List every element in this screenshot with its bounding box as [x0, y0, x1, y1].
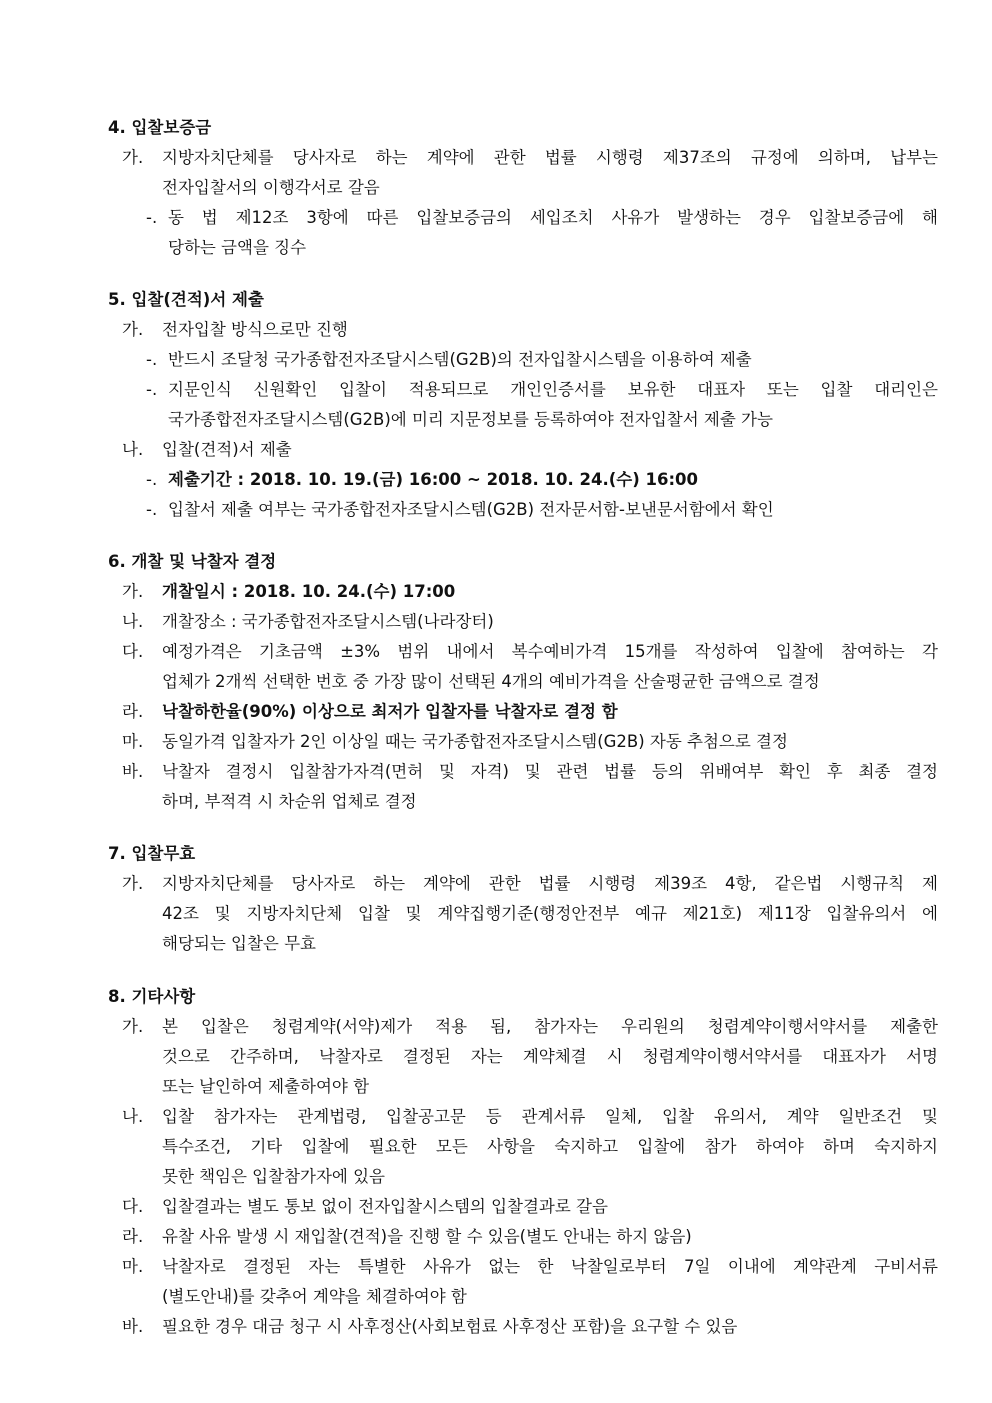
list-item-continuation: 것으로 간주하며, 낙찰자로 결정된 자는 계약체결 시 청렴계약이행서약서를 대표자가 서명: [162, 1047, 938, 1066]
list-item: 가. 전자입찰 방식으로만 진행: [122, 320, 348, 339]
list-item: 가. 지방자치단체를 당사자로 하는 계약에 관한 법률 시행령 제37조의 규정에 의하며, 납부는: [122, 148, 938, 167]
section-heading: 5. 입찰(견적)서 제출: [108, 290, 264, 309]
list-item-continuation: 국가종합전자조달시스템(G2B)에 미리 지문정보를 등록하여야 전자입찰서 제출 가능: [168, 410, 773, 429]
list-item-continuation: 업체가 2개씩 선택한 번호 중 가장 많이 선택된 4개의 예비가격을 산술평균한 금액으로 결정: [162, 672, 820, 691]
section-bid-invalid: [108, 839, 938, 959]
list-item: 라. 유찰 사유 발생 시 재입찰(견적)을 진행 할 수 있음(별도 안내는 하지 않음): [122, 1227, 692, 1246]
list-item-continuation: 전자입찰서의 이행각서로 갈음: [162, 178, 380, 197]
section-heading: 6. 개찰 및 낙찰자 결정: [108, 552, 277, 571]
list-item-continuation: 당하는 금액을 징수: [168, 238, 307, 257]
list-item-opening-date: 가. 개찰일시 : 2018. 10. 24.(수) 17:00: [122, 582, 456, 601]
section-heading: 8. 기타사항: [108, 987, 196, 1006]
list-item: -. 동 법 제12조 3항에 따른 입찰보증금의 세입조치 사유가 발생하는 경우 입찰보증금에 해: [146, 208, 938, 227]
section-bid-opening: [108, 547, 938, 817]
list-item-submission-period: -. 제출기간 : 2018. 10. 19.(금) 16:00 ~ 2018. 10. 24.(수) 16:00: [146, 470, 699, 489]
section-bid-submission: [108, 285, 938, 525]
list-item: 바. 필요한 경우 대금 청구 시 사후정산(사회보험료 사후정산 포함)을 요구할 수 있음: [122, 1317, 738, 1336]
list-item: 나. 입찰(견적)서 제출: [122, 440, 292, 459]
section-bid-deposit: [108, 113, 938, 263]
list-item-continuation: 42조 및 지방자치단체 입찰 및 계약집행기준(행정안전부 예규 제21호) 제11장 입찰유의서 에: [162, 904, 938, 923]
section-heading: 7. 입찰무효: [108, 844, 196, 863]
list-item: 바. 낙찰자 결정시 입찰참가자격(면허 및 자격) 및 관련 법률 등의 위배여부 확인 후 최종 결정: [122, 762, 938, 781]
list-item: -. 반드시 조달청 국가종합전자조달시스템(G2B)의 전자입찰시스템을 이용하여 제출: [146, 350, 752, 369]
list-item: 가. 지방자치단체를 당사자로 하는 계약에 관한 법률 시행령 제39조 4항, 같은법 시행규칙 제: [122, 874, 938, 893]
section-heading: 4. 입찰보증금: [108, 118, 212, 137]
list-item: 가. 본 입찰은 청렴계약(서약)제가 적용 됨, 참가자는 우리원의 청렴계약이행서약서를 제출한: [122, 1017, 938, 1036]
list-item: 나. 개찰장소 : 국가종합전자조달시스템(나라장터): [122, 612, 494, 631]
list-item: 마. 낙찰자로 결정된 자는 특별한 사유가 없는 한 낙찰일로부터 7일 이내에 계약관계 구비서류: [122, 1257, 938, 1276]
section-other-matters: [108, 982, 938, 1342]
list-item-continuation: 또는 날인하여 제출하여야 함: [162, 1077, 370, 1096]
list-item-continuation: 하며, 부적격 시 차순위 업체로 결정: [162, 792, 417, 811]
list-item: 다. 예정가격은 기초금액 ±3% 범위 내에서 복수예비가격 15개를 작성하여 입찰에 참여하는 각: [122, 642, 938, 661]
list-item: -. 입찰서 제출 여부는 국가종합전자조달시스템(G2B) 전자문서함-보낸문서함에서 확인: [146, 500, 774, 519]
list-item: 마. 동일가격 입찰자가 2인 이상일 때는 국가종합전자조달시스템(G2B) 자동 추첨으로 결정: [122, 732, 788, 751]
list-item-continuation: 해당되는 입찰은 무효: [162, 934, 316, 953]
list-item-continuation: 특수조건, 기타 입찰에 필요한 모든 사항을 숙지하고 입찰에 참가 하여야 하며 숙지하지: [162, 1137, 938, 1156]
list-item: 나. 입찰 참가자는 관계법령, 입찰공고문 등 관계서류 일체, 입찰 유의서, 계약 일반조건 및: [122, 1107, 938, 1126]
list-item-lowest-rate: 라. 낙찰하한율(90%) 이상으로 최저가 입찰자를 낙찰자로 결정 함: [122, 702, 618, 721]
list-item: -. 지문인식 신원확인 입찰이 적용되므로 개인인증서를 보유한 대표자 또는 입찰 대리인은: [146, 380, 938, 399]
list-item: 다. 입찰결과는 별도 통보 없이 전자입찰시스템의 입찰결과로 갈음: [122, 1197, 608, 1216]
list-item-continuation: (별도안내)를 갖추어 계약을 체결하여야 함: [162, 1287, 467, 1306]
list-item-continuation: 못한 책임은 입찰참가자에 있음: [162, 1167, 385, 1186]
